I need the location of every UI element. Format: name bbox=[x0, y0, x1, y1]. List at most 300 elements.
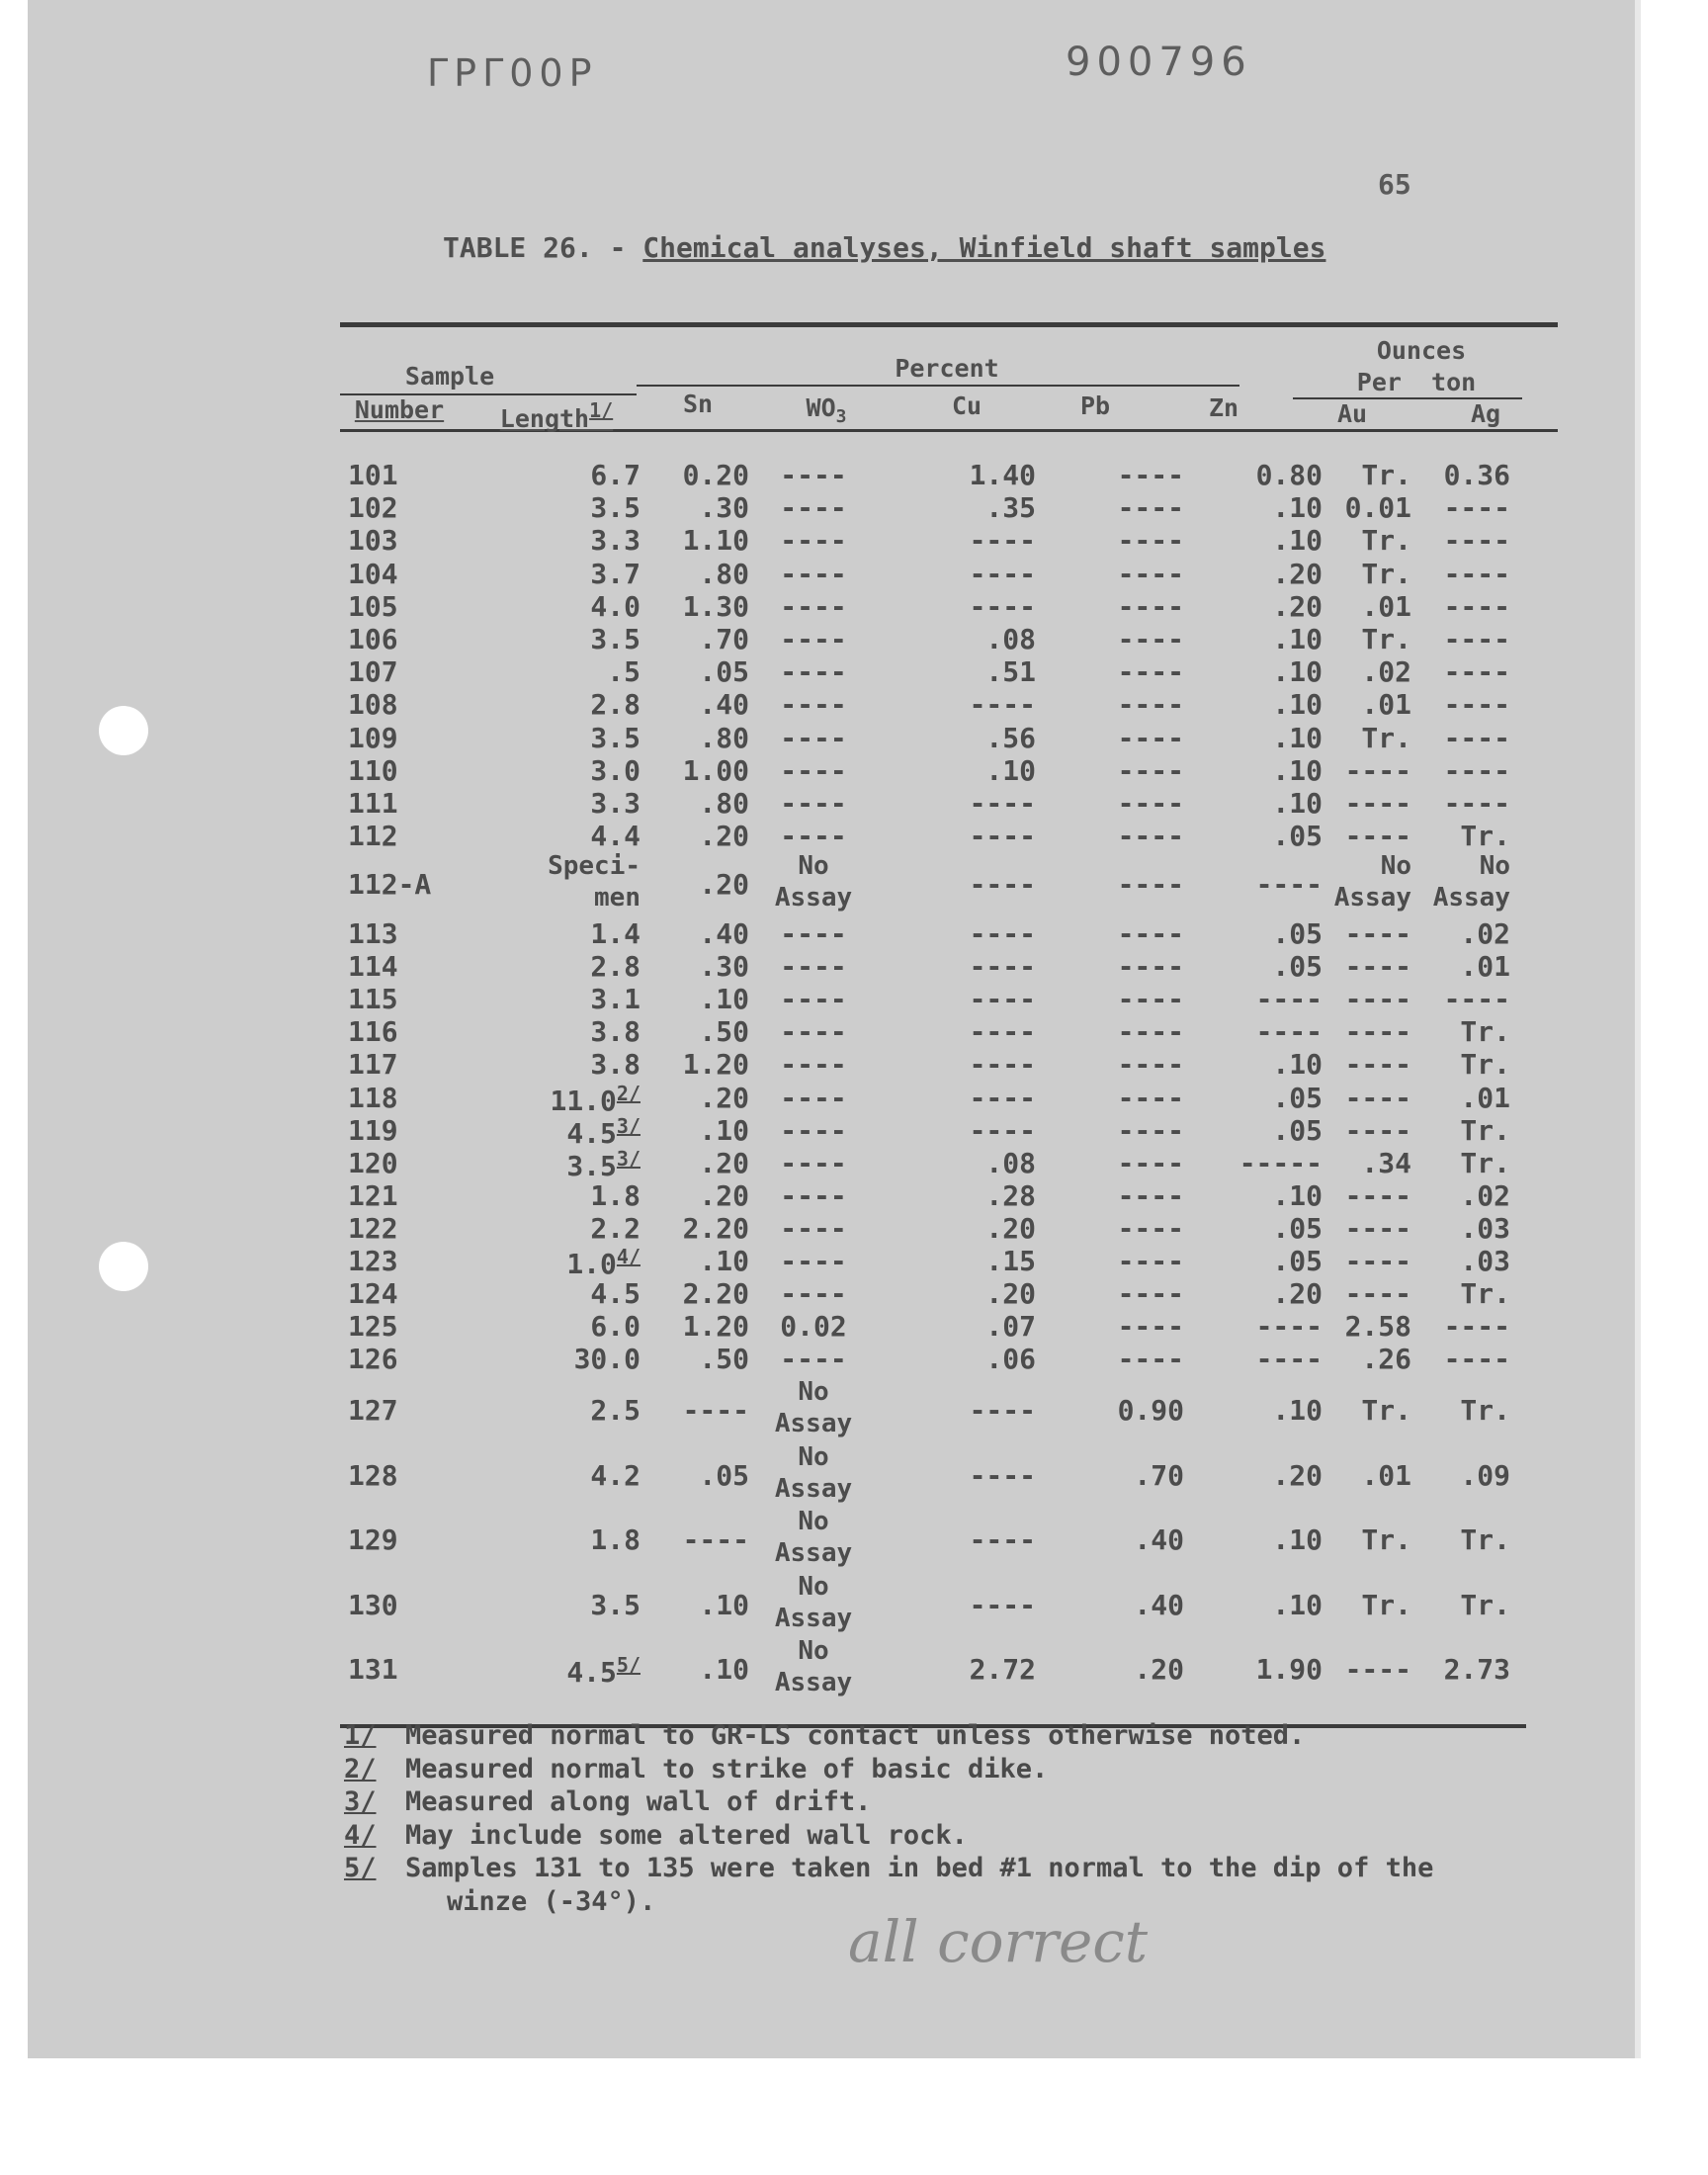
cell-au: ---- bbox=[1344, 1081, 1411, 1114]
cell-au: .02 bbox=[1361, 655, 1411, 689]
cell-au: ---- bbox=[1344, 917, 1411, 950]
header-zn: Zn bbox=[1208, 393, 1239, 422]
cell-zn: .05 bbox=[1272, 820, 1323, 853]
document-page bbox=[28, 0, 1641, 2058]
footnote-text: Measured normal to strike of basic dike. bbox=[405, 1753, 1049, 1784]
cell-pb: ---- bbox=[1117, 983, 1184, 1016]
header-wo3-sub: 3 bbox=[835, 406, 847, 427]
cell-pb: ---- bbox=[1117, 1048, 1184, 1082]
cell-zn: .10 bbox=[1272, 688, 1323, 722]
cell-sn: 1.20 bbox=[682, 1048, 749, 1082]
cell-line: Assay bbox=[1333, 883, 1411, 913]
length-footnote-ref: 4/ bbox=[616, 1245, 640, 1268]
cell-au: Tr. bbox=[1361, 459, 1411, 491]
cell-au: Tr. bbox=[1361, 1394, 1411, 1427]
cell-len: 1.8 bbox=[590, 1523, 640, 1556]
cell-ag: .02 bbox=[1460, 917, 1510, 950]
cell-cu: ---- bbox=[969, 1113, 1036, 1147]
cell-ag: 2.73 bbox=[1443, 1653, 1510, 1686]
cell-pb: ---- bbox=[1117, 1146, 1184, 1179]
cell-cu: .08 bbox=[985, 623, 1036, 655]
footnote-continuation: winze (-34°). bbox=[447, 1885, 656, 1917]
length-value: 11.0 bbox=[550, 1084, 617, 1117]
cell-ag: .02 bbox=[1460, 1178, 1510, 1212]
cell-zn: .05 bbox=[1272, 1245, 1323, 1277]
length-value: 1.0 bbox=[566, 1248, 617, 1280]
cell-zn: .20 bbox=[1272, 557, 1323, 590]
cell-wo3: ---- bbox=[780, 1211, 847, 1245]
cell-au: Tr. bbox=[1361, 623, 1411, 655]
header-length-text: Length bbox=[499, 404, 590, 433]
cell-line: No bbox=[1479, 851, 1510, 881]
cell-zn: 1.90 bbox=[1255, 1653, 1323, 1686]
cell-cu: ---- bbox=[969, 524, 1036, 558]
cell-sn: .10 bbox=[699, 1113, 749, 1147]
cell-line: Assay bbox=[774, 1668, 853, 1697]
length-footnote-ref: 2/ bbox=[616, 1081, 640, 1105]
cell-zn: .10 bbox=[1272, 1178, 1323, 1212]
cell-ag: Tr. bbox=[1460, 1277, 1510, 1311]
cell-num: 106 bbox=[348, 623, 398, 655]
cell-pb: ---- bbox=[1117, 820, 1184, 853]
cell-sn: .40 bbox=[699, 917, 749, 950]
cell-wo3: ---- bbox=[780, 459, 847, 491]
cell-len: 1.8 bbox=[590, 1178, 640, 1212]
cell-zn: .10 bbox=[1272, 491, 1323, 525]
cell-sn: 1.20 bbox=[682, 1310, 749, 1344]
cell-au: Tr. bbox=[1361, 1523, 1411, 1556]
cell-wo3: ---- bbox=[780, 655, 847, 689]
cell-cu: ---- bbox=[969, 868, 1036, 901]
cell-len bbox=[492, 850, 640, 914]
cell-num: 119 bbox=[348, 1113, 398, 1147]
cell-sn: .30 bbox=[699, 491, 749, 525]
cell-cu: .06 bbox=[985, 1343, 1036, 1376]
cell-sn: .10 bbox=[699, 1245, 749, 1277]
cell-ag: ---- bbox=[1443, 1310, 1510, 1344]
cell-pb: .40 bbox=[1134, 1523, 1184, 1556]
cell-au: Tr. bbox=[1361, 557, 1411, 590]
cell-cu: .07 bbox=[985, 1310, 1036, 1344]
cell-au: Tr. bbox=[1361, 721, 1411, 754]
cell-len: 3.5 bbox=[590, 1588, 640, 1621]
table-title-text: Chemical analyses, Winfield shaft samples bbox=[642, 231, 1326, 264]
cell-zn: .10 bbox=[1272, 1048, 1323, 1082]
cell-cu: ---- bbox=[969, 917, 1036, 950]
cell-zn: .05 bbox=[1272, 1081, 1323, 1114]
cell-sn: .05 bbox=[699, 1458, 749, 1492]
cell-line: No bbox=[798, 1636, 829, 1666]
length-value: 4.5 bbox=[566, 1656, 617, 1689]
header-wo3 bbox=[767, 393, 886, 432]
cell-cu: .56 bbox=[985, 721, 1036, 754]
header-wo3-text: WO bbox=[806, 393, 836, 422]
cell-wo3: ---- bbox=[780, 1178, 847, 1212]
cell-pb: ---- bbox=[1117, 459, 1184, 491]
cell-sn: 2.20 bbox=[682, 1277, 749, 1311]
cell-sn: ---- bbox=[682, 1523, 749, 1556]
cell-au: .01 bbox=[1361, 589, 1411, 623]
cell-au: ---- bbox=[1344, 950, 1411, 984]
cell-len: 1.4 bbox=[590, 917, 640, 950]
cell-len: 4.5 bbox=[590, 1277, 640, 1311]
cell-cu: .15 bbox=[985, 1245, 1036, 1277]
cell-len: 6.7 bbox=[590, 459, 640, 491]
page-number: 65 bbox=[1378, 168, 1411, 201]
cell-num: 131 bbox=[348, 1653, 398, 1686]
footnote bbox=[344, 1853, 1433, 1883]
cell-au: ---- bbox=[1344, 1653, 1411, 1686]
cell-num: 114 bbox=[348, 950, 398, 984]
cell-cu: ---- bbox=[969, 820, 1036, 853]
cell-ag: Tr. bbox=[1460, 1015, 1510, 1049]
cell-wo3: ---- bbox=[780, 1343, 847, 1376]
header-ag: Ag bbox=[1470, 399, 1501, 428]
cell-wo3: ---- bbox=[780, 1015, 847, 1049]
cell-len: .5 bbox=[607, 655, 640, 689]
handwritten-left-code: ΓΡΓ00Ρ bbox=[427, 51, 598, 95]
cell-len bbox=[492, 1114, 640, 1150]
cell-num: 111 bbox=[348, 787, 398, 820]
header-sn: Sn bbox=[682, 390, 714, 418]
cell-ag: ---- bbox=[1443, 688, 1510, 722]
footnote-mark: 3/ bbox=[344, 1786, 377, 1817]
cell-zn: .20 bbox=[1272, 589, 1323, 623]
cell-len: 2.8 bbox=[590, 950, 640, 984]
cell-ag: Tr. bbox=[1460, 1588, 1510, 1621]
cell-num: 123 bbox=[348, 1245, 398, 1277]
cell-sn: .20 bbox=[699, 1146, 749, 1179]
cell-sn: .80 bbox=[699, 787, 749, 820]
cell-au: .01 bbox=[1361, 1458, 1411, 1492]
cell-au: ---- bbox=[1344, 1277, 1411, 1311]
punch-hole bbox=[99, 706, 148, 755]
cell-num: 117 bbox=[348, 1048, 398, 1082]
cell-num: 118 bbox=[348, 1081, 398, 1114]
cell-wo3: ---- bbox=[780, 950, 847, 984]
cell-num: 102 bbox=[348, 491, 398, 525]
cell-ag: .09 bbox=[1460, 1458, 1510, 1492]
cell-pb: ---- bbox=[1117, 688, 1184, 722]
cell-zn: ---- bbox=[1255, 1343, 1323, 1376]
cell-sn: .40 bbox=[699, 688, 749, 722]
cell-wo3: ---- bbox=[780, 491, 847, 525]
cell-cu: 1.40 bbox=[969, 459, 1036, 491]
cell-cu: .20 bbox=[985, 1211, 1036, 1245]
cell-num: 126 bbox=[348, 1343, 398, 1376]
cell-cu: ---- bbox=[969, 950, 1036, 984]
cell-ag: .01 bbox=[1460, 950, 1510, 984]
cell-sn: .80 bbox=[699, 557, 749, 590]
cell-wo3: ---- bbox=[780, 917, 847, 950]
cell-pb: ---- bbox=[1117, 623, 1184, 655]
cell-cu: ---- bbox=[969, 1458, 1036, 1492]
cell-pb: 0.90 bbox=[1117, 1394, 1184, 1427]
cell-wo3 bbox=[739, 1506, 888, 1569]
length-footnote-ref: 5/ bbox=[616, 1653, 640, 1677]
cell-len: 3.5 bbox=[590, 721, 640, 754]
handwritten-right-code: 900796 bbox=[1066, 40, 1252, 85]
cell-au: ---- bbox=[1344, 983, 1411, 1016]
cell-wo3 bbox=[739, 1441, 888, 1505]
cell-au: .34 bbox=[1361, 1146, 1411, 1179]
cell-num: 115 bbox=[348, 983, 398, 1016]
cell-pb: ---- bbox=[1117, 491, 1184, 525]
header-au: Au bbox=[1336, 399, 1368, 428]
cell-num: 101 bbox=[348, 459, 398, 491]
cell-sn: .20 bbox=[699, 820, 749, 853]
cell-sn: 2.20 bbox=[682, 1211, 749, 1245]
cell-wo3: ---- bbox=[780, 1245, 847, 1277]
cell-num: 103 bbox=[348, 524, 398, 558]
cell-len: 6.0 bbox=[590, 1310, 640, 1344]
cell-ag: Tr. bbox=[1460, 1048, 1510, 1082]
cell-au: ---- bbox=[1344, 1113, 1411, 1147]
cell-pb: ---- bbox=[1117, 721, 1184, 754]
cell-zn: .10 bbox=[1272, 1394, 1323, 1427]
cell-sn: .30 bbox=[699, 950, 749, 984]
cell-ag: ---- bbox=[1443, 623, 1510, 655]
cell-wo3: ---- bbox=[780, 557, 847, 590]
cell-cu: 2.72 bbox=[969, 1653, 1036, 1686]
cell-num: 120 bbox=[348, 1146, 398, 1179]
cell-ag: ---- bbox=[1443, 1343, 1510, 1376]
cell-num: 127 bbox=[348, 1394, 398, 1427]
cell-len bbox=[492, 1082, 640, 1117]
header-number: Number bbox=[354, 395, 445, 424]
cell-ag: Tr. bbox=[1460, 1523, 1510, 1556]
cell-len bbox=[492, 1653, 640, 1689]
cell-len: 4.2 bbox=[590, 1458, 640, 1492]
cell-num: 122 bbox=[348, 1211, 398, 1245]
cell-zn: .05 bbox=[1272, 1211, 1323, 1245]
length-value: 4.5 bbox=[566, 1116, 617, 1150]
cell-au: .01 bbox=[1361, 688, 1411, 722]
cell-cu: ---- bbox=[969, 787, 1036, 820]
cell-wo3 bbox=[739, 850, 888, 914]
cell-line: men bbox=[594, 883, 640, 913]
cell-au: ---- bbox=[1344, 1245, 1411, 1277]
cell-wo3 bbox=[739, 1571, 888, 1634]
footnote-mark: 1/ bbox=[344, 1720, 377, 1751]
cell-num: 109 bbox=[348, 721, 398, 754]
cell-wo3 bbox=[739, 1635, 888, 1698]
cell-len: 3.7 bbox=[590, 557, 640, 590]
cell-pb: ---- bbox=[1117, 557, 1184, 590]
cell-wo3: ---- bbox=[780, 1081, 847, 1114]
cell-zn: ---- bbox=[1255, 1015, 1323, 1049]
cell-pb: ---- bbox=[1117, 1113, 1184, 1147]
cell-sn: .10 bbox=[699, 1653, 749, 1686]
cell-au: ---- bbox=[1344, 820, 1411, 853]
cell-sn: 1.00 bbox=[682, 753, 749, 787]
cell-line: No bbox=[798, 1441, 829, 1472]
cell-zn: .10 bbox=[1272, 753, 1323, 787]
cell-num: 112-A bbox=[348, 868, 432, 901]
cell-cu: .08 bbox=[985, 1146, 1036, 1179]
cell-au: .26 bbox=[1361, 1343, 1411, 1376]
cell-ag: Tr. bbox=[1460, 1394, 1510, 1427]
cell-num: 116 bbox=[348, 1015, 398, 1049]
footnote-mark: 5/ bbox=[344, 1853, 377, 1883]
cell-len: 4.4 bbox=[590, 820, 640, 853]
cell-len: 3.5 bbox=[590, 623, 640, 655]
cell-wo3 bbox=[739, 1376, 888, 1439]
header-length bbox=[482, 395, 631, 434]
cell-len: 4.0 bbox=[590, 589, 640, 623]
cell-line: No bbox=[798, 851, 829, 881]
cell-wo3: ---- bbox=[780, 524, 847, 558]
cell-line: No bbox=[798, 1377, 829, 1407]
cell-wo3: ---- bbox=[780, 787, 847, 820]
cell-wo3: ---- bbox=[780, 1277, 847, 1311]
length-footnote-ref: 3/ bbox=[616, 1146, 640, 1171]
cell-pb: ---- bbox=[1117, 787, 1184, 820]
cell-pb: ---- bbox=[1117, 1343, 1184, 1376]
punch-hole bbox=[99, 1242, 148, 1291]
percent-rule bbox=[637, 385, 1239, 387]
cell-len: 3.0 bbox=[590, 753, 640, 787]
cell-sn: 0.20 bbox=[682, 459, 749, 491]
cell-len: 3.8 bbox=[590, 1048, 640, 1082]
cell-cu: ---- bbox=[969, 1588, 1036, 1621]
cell-len: 3.3 bbox=[590, 787, 640, 820]
cell-au: ---- bbox=[1344, 787, 1411, 820]
cell-len: 3.5 bbox=[590, 491, 640, 525]
cell-num: 110 bbox=[348, 753, 398, 787]
cell-cu: .10 bbox=[985, 753, 1036, 787]
cell-cu: ---- bbox=[969, 688, 1036, 722]
cell-cu: .28 bbox=[985, 1178, 1036, 1212]
cell-ag: ---- bbox=[1443, 753, 1510, 787]
footnote-mark: 2/ bbox=[344, 1753, 377, 1784]
cell-ag: .03 bbox=[1460, 1245, 1510, 1277]
cell-sn: .20 bbox=[699, 1178, 749, 1212]
cell-num: 128 bbox=[348, 1458, 398, 1492]
header-sample: Sample bbox=[404, 362, 495, 391]
cell-ag: ---- bbox=[1443, 721, 1510, 754]
cell-zn: .10 bbox=[1272, 1588, 1323, 1621]
cell-len: 2.2 bbox=[590, 1211, 640, 1245]
cell-cu: ---- bbox=[969, 1394, 1036, 1427]
cell-ag: ---- bbox=[1443, 524, 1510, 558]
cell-ag: ---- bbox=[1443, 787, 1510, 820]
cell-line: Assay bbox=[774, 1603, 853, 1633]
cell-cu: ---- bbox=[969, 589, 1036, 623]
footnote-text: Samples 131 to 135 were taken in bed #1 normal to the dip of the bbox=[405, 1853, 1434, 1883]
cell-len: 2.5 bbox=[590, 1394, 640, 1427]
footnote bbox=[344, 1720, 1305, 1751]
cell-ag: ---- bbox=[1443, 589, 1510, 623]
cell-num: 112 bbox=[348, 820, 398, 853]
cell-pb: ---- bbox=[1117, 950, 1184, 984]
cell-ag: ---- bbox=[1443, 655, 1510, 689]
cell-num: 107 bbox=[348, 655, 398, 689]
footnote-mark: 4/ bbox=[344, 1819, 377, 1851]
cell-len bbox=[492, 1245, 640, 1280]
cell-zn: .05 bbox=[1272, 950, 1323, 984]
cell-pb: ---- bbox=[1117, 753, 1184, 787]
cell-zn: .10 bbox=[1272, 1523, 1323, 1556]
cell-cu: ---- bbox=[969, 1048, 1036, 1082]
cell-len: 3.8 bbox=[590, 1015, 640, 1049]
cell-line: Speci- bbox=[548, 851, 640, 881]
cell-au: ---- bbox=[1344, 1211, 1411, 1245]
cell-au: Tr. bbox=[1361, 524, 1411, 558]
cell-num: 113 bbox=[348, 917, 398, 950]
cell-cu: ---- bbox=[969, 557, 1036, 590]
cell-ag: Tr. bbox=[1460, 820, 1510, 853]
cell-zn: .10 bbox=[1272, 787, 1323, 820]
cell-num: 124 bbox=[348, 1277, 398, 1311]
cell-pb: .70 bbox=[1134, 1458, 1184, 1492]
cell-len: 3.1 bbox=[590, 983, 640, 1016]
cell-zn: ---- bbox=[1255, 868, 1323, 901]
cell-ag: ---- bbox=[1443, 557, 1510, 590]
cell-zn: .20 bbox=[1272, 1458, 1323, 1492]
length-footnote-ref: 3/ bbox=[616, 1113, 640, 1138]
cell-au: ---- bbox=[1344, 1048, 1411, 1082]
cell-num: 121 bbox=[348, 1178, 398, 1212]
cell-wo3: ---- bbox=[780, 623, 847, 655]
cell-line: No bbox=[798, 1507, 829, 1536]
cell-zn: .10 bbox=[1272, 623, 1323, 655]
cell-line: No bbox=[1380, 851, 1411, 881]
cell-zn: .05 bbox=[1272, 1113, 1323, 1147]
cell-pb: ---- bbox=[1117, 1245, 1184, 1277]
cell-pb: ---- bbox=[1117, 655, 1184, 689]
cell-line: Assay bbox=[774, 1409, 853, 1438]
cell-sn: .50 bbox=[699, 1343, 749, 1376]
cell-zn: ----- bbox=[1238, 1146, 1323, 1179]
cell-wo3: ---- bbox=[780, 688, 847, 722]
footnote-text: Measured normal to GR-LS contact unless otherwise noted. bbox=[405, 1720, 1306, 1751]
cell-pb: ---- bbox=[1117, 1310, 1184, 1344]
cell-wo3: ---- bbox=[780, 721, 847, 754]
cell-sn: .20 bbox=[699, 868, 749, 901]
cell-num: 105 bbox=[348, 589, 398, 623]
cell-cu: ---- bbox=[969, 983, 1036, 1016]
cell-cu: .35 bbox=[985, 491, 1036, 525]
top-rule bbox=[340, 322, 1558, 327]
cell-wo3: ---- bbox=[780, 1048, 847, 1082]
cell-sn: .80 bbox=[699, 721, 749, 754]
cell-cu: ---- bbox=[969, 1015, 1036, 1049]
cell-sn: .05 bbox=[699, 655, 749, 689]
cell-num: 108 bbox=[348, 688, 398, 722]
cell-pb: ---- bbox=[1117, 1277, 1184, 1311]
header-ounces: Ounces bbox=[1376, 336, 1467, 365]
header-percent: Percent bbox=[895, 354, 999, 383]
cell-line: Assay bbox=[774, 1538, 853, 1568]
cell-zn: ---- bbox=[1255, 1310, 1323, 1344]
cell-pb: ---- bbox=[1117, 1211, 1184, 1245]
cell-ag: Tr. bbox=[1460, 1113, 1510, 1147]
cell-line: Assay bbox=[774, 1473, 853, 1504]
cell-len: 3.3 bbox=[590, 524, 640, 558]
cell-wo3: 0.02 bbox=[780, 1310, 847, 1344]
footnote-text: May include some altered wall rock. bbox=[405, 1819, 968, 1851]
cell-len: 30.0 bbox=[573, 1343, 640, 1376]
cell-sn: .50 bbox=[699, 1015, 749, 1049]
cell-wo3: ---- bbox=[780, 1113, 847, 1147]
cell-sn: 1.30 bbox=[682, 589, 749, 623]
cell-au: 0.01 bbox=[1344, 491, 1411, 525]
header-pb: Pb bbox=[1079, 392, 1111, 420]
footnote bbox=[344, 1786, 871, 1817]
cell-zn: ---- bbox=[1255, 983, 1323, 1016]
cell-pb: ---- bbox=[1117, 868, 1184, 901]
